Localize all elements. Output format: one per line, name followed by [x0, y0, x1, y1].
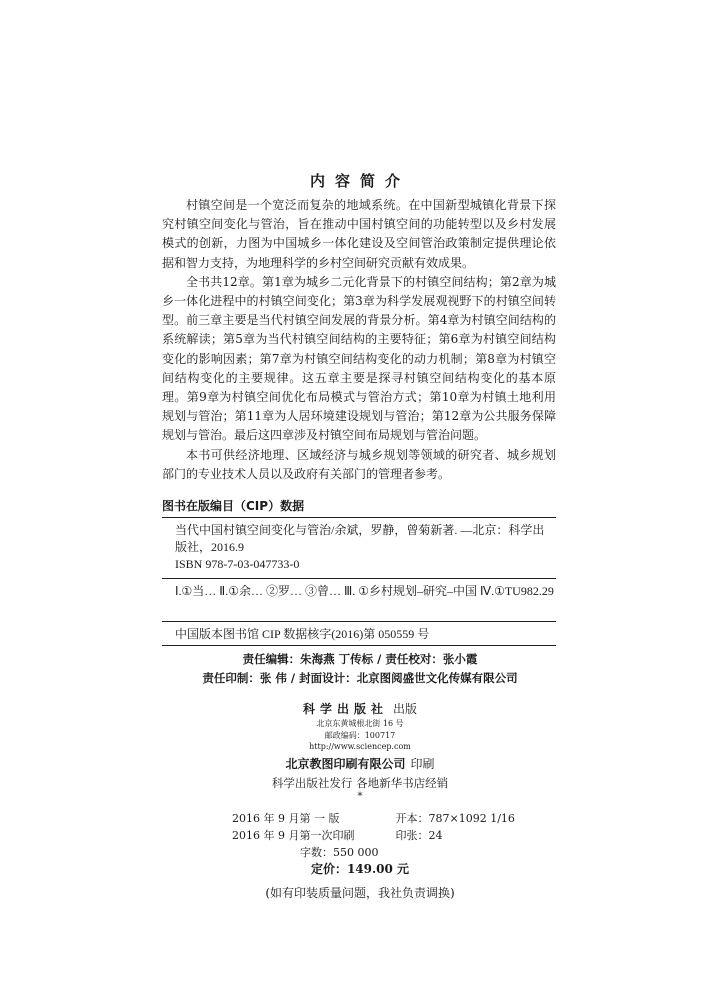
- spec-printing-row: [232, 827, 532, 844]
- spec-wordcount-row: [300, 844, 500, 861]
- cip-lower-rule: [162, 621, 556, 622]
- cip-library-record: 中国版本图书馆 CIP 数据核字(2016)第 050559 号: [175, 627, 430, 641]
- printing-info: 2016 年 9 月第一次印刷: [232, 829, 355, 842]
- printer-suffix: 印刷: [410, 756, 435, 771]
- intro-text: [162, 196, 556, 484]
- intro-paragraph-2: 全书共12章。第1章为城乡二元化背景下的村镇空间结构；第2章为城乡一体化进程中的村镇空间变化；第3章为科学发展观视野下的村镇空间转型。前三章主要是当代村镇空间发展的背景分析。第4章为村镇空间结构的系统解读；第5章为当代村镇空间结构的主要特征；第6章为村镇空间结构变化的影响因素；第7章为村镇空间结构变化的动力机制；第8章为村镇空间结构变化的主要规律。这五章主要是探寻村镇空间结构变化的基本原理。第9章为村镇空间优化布局模式与管治方式；第10章为村镇土地利用规划与管治；第11章为人居环境建设规划与管治；第12章为公共服务保障规划与管治。最后这四章涉及村镇空间布局规划与管治问题。: [162, 274, 556, 443]
- cip-isbn: ISBN 978-7-03-047733-0: [175, 557, 300, 571]
- printer-name: 北京教图印刷有限公司: [285, 756, 406, 771]
- notice-block: [0, 884, 720, 902]
- intro-title: 内容简介: [309, 172, 410, 190]
- word-count: 字数：550 000: [300, 846, 379, 859]
- cip-bottom-rule: [162, 645, 556, 646]
- publisher-address: 北京东黄城根北街 16 号: [316, 719, 404, 728]
- publisher-website: http://www.sciencep.com: [309, 742, 411, 751]
- spec-edition-row: [232, 810, 532, 827]
- quality-notice: (如有印装质量问题，我社负责调换): [265, 886, 455, 900]
- cip-record: [175, 522, 555, 573]
- cip-heading: 图书在版编目（CIP）数据: [162, 499, 305, 513]
- colophon: [0, 698, 720, 802]
- cip-record-line: 当代中国村镇空间变化与管治/余斌，罗静，曾菊新著. —北京：科学出版社，2016.9: [175, 523, 545, 554]
- credit-production: 责任印制：张 伟 / 封面设计：北京图阅盛世文化传媒有限公司: [202, 671, 518, 685]
- publisher-postcode: 邮政编码：100717: [324, 730, 396, 740]
- cip-classification: [175, 583, 555, 600]
- distribution-line: 科学出版社发行 各地新华书店经销: [271, 775, 449, 790]
- format-info: 开本：787×1092 1/16: [395, 812, 515, 825]
- cip-class-line: Ⅰ.①当… Ⅱ.①余… ②罗… ③曾… Ⅲ. ①乡村规划–研究–中国 Ⅳ.①TU982.29: [175, 584, 554, 598]
- price-value: 149.00 元: [346, 862, 410, 876]
- publisher-line: [0, 698, 720, 718]
- printer-line: [0, 753, 720, 774]
- edition-info: 2016 年 9 月第 一 版: [232, 812, 340, 825]
- cip-library: [175, 626, 555, 643]
- intro-paragraph-3: 本书可供经济地理、区域经济与城乡规划等领域的研究者、城乡规划部门的专业技术人员以及政府有关部门的管理者参考。: [162, 447, 556, 481]
- credit-editors: 责任编辑：朱海燕 丁传标 / 责任校对：张小霞: [242, 652, 478, 666]
- cip-top-rule: [162, 517, 556, 518]
- intro-paragraph-1: 村镇空间是一个宽泛而复杂的地域系统。在中国新型城镇化背景下探究村镇空间变化与管治，旨在推动中国村镇空间的功能转型以及乡村发展模式的创新，力图为中国城乡一体化建设及空间管治政策制定提供理论依据和智力支持，为地理科学的乡村空间研究贡献有效成果。: [162, 198, 556, 270]
- cip-middle-rule: [162, 578, 556, 579]
- price-line: [0, 860, 720, 878]
- sheets-info: 印张：24: [395, 829, 443, 842]
- price-label: 定价：: [310, 862, 347, 876]
- separator-star: *: [357, 790, 363, 802]
- publisher-name: 科学出版社: [302, 702, 388, 716]
- price-block: [0, 860, 720, 878]
- publisher-suffix: 出版: [393, 702, 418, 716]
